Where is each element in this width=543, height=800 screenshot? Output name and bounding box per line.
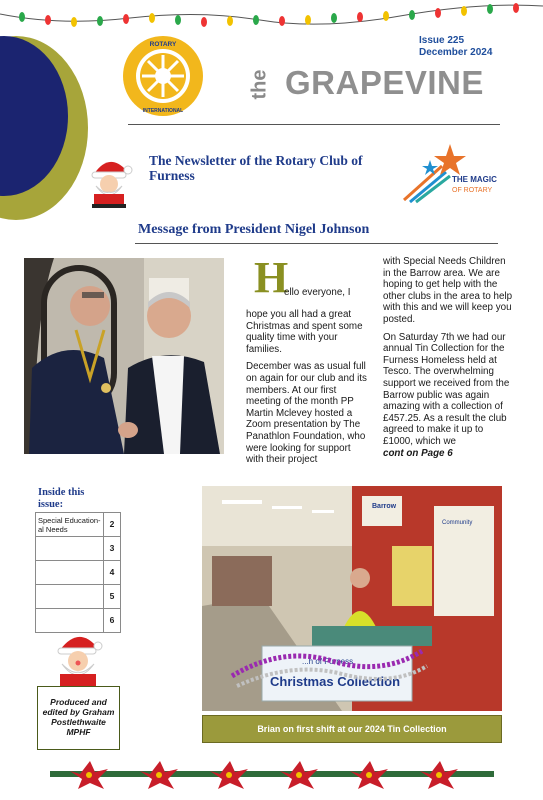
credits-box <box>37 686 120 750</box>
newsletter-tagline: The Newsletter of the Rotary Club of Furness <box>149 153 363 183</box>
article-title-divider <box>135 243 498 244</box>
poinsettia-garland-decoration <box>50 757 494 791</box>
toc-page: 5 <box>104 585 121 609</box>
masthead-divider <box>128 124 500 125</box>
table-row[interactable] <box>36 609 121 633</box>
photo-tin-collection <box>202 486 502 711</box>
dropcap-letter: H <box>254 253 289 302</box>
article-first-line: ello everyone, I <box>284 287 351 298</box>
credits-line: MPHF <box>66 727 91 737</box>
article-column-1 <box>246 309 370 472</box>
issue-number: Issue 225 <box>419 35 465 46</box>
table-row[interactable] <box>36 561 121 585</box>
table-row[interactable] <box>36 537 121 561</box>
decorative-half-circle <box>0 28 88 220</box>
inside-title-line2: issue: <box>38 499 64 510</box>
toc-label: Special Education-al Needs <box>36 513 104 537</box>
credits-line: Postlethwaite <box>51 717 106 727</box>
toc-label <box>36 561 104 585</box>
table-row[interactable] <box>36 585 121 609</box>
magic-of-rotary-logo <box>402 142 514 204</box>
photo-sign-line2: Community <box>442 520 473 526</box>
continued-link[interactable]: cont on Page 6 <box>383 447 453 459</box>
photo-president-handshake <box>24 258 224 454</box>
article-paragraph: with Special Needs Children in the Barrow area. We are hoping to get help with the other clubs in the area to help with this and we will keep you posted. <box>383 256 513 325</box>
toc-page: 6 <box>104 609 121 633</box>
issue-date: December 2024 <box>419 47 493 58</box>
toc-page: 4 <box>104 561 121 585</box>
photo-banner-small: ...h of Furness <box>302 657 354 666</box>
toc-label <box>36 537 104 561</box>
credits-line: Produced and <box>50 697 107 707</box>
photo-banner-big: Christmas Collection <box>270 674 401 689</box>
the-word: the <box>248 69 271 100</box>
inside-issue-title <box>38 487 84 511</box>
toc-page: 2 <box>104 513 121 537</box>
article-paragraph: hope you all had a great Christmas and spent some quality time with your families. <box>246 309 363 355</box>
photo-sign-line1: Barrow <box>372 503 397 510</box>
toc-page: 3 <box>104 537 121 561</box>
article-paragraph: December was as usual full on again for our club and its members. At our first meeting of the month PP Martin Mclevey hosted a Zoom presentation by The Panathlon Foundation, who were looking for support with their project <box>246 361 367 466</box>
inside-issue-table <box>35 512 121 633</box>
table-row[interactable] <box>36 513 121 537</box>
the-word-rotated <box>240 62 280 102</box>
photo-caption: Brian on first shift at our 2024 Tin Collection <box>202 715 502 743</box>
santa-icon <box>84 154 134 208</box>
magic-line1: THE MAGIC <box>452 175 497 184</box>
article-column-2 <box>383 256 515 459</box>
article-paragraph: On Saturday 7th we had our annual Tin Collection for the Furness Homeless held at Tesco. The overwhelming support we received from the Barrow public was again amazing with a collection of £457.25. As a result the club agreed to make it up to £1000, which we <box>383 331 510 447</box>
santa-icon <box>52 630 104 686</box>
inside-title-line1: Inside this <box>38 487 85 498</box>
newsletter-title: GRAPEVINE <box>285 64 484 101</box>
credits-line: edited by Graham <box>42 707 115 717</box>
toc-label <box>36 609 104 633</box>
rotary-logo <box>121 34 205 118</box>
rotary-logo-top-text: ROTARY <box>149 41 177 48</box>
toc-label <box>36 585 104 609</box>
issue-info <box>419 35 492 59</box>
rotary-logo-bottom-text: INTERNATIONAL <box>142 108 184 114</box>
article-title: Message from President Nigel Johnson <box>138 222 370 237</box>
magic-line2: OF ROTARY <box>452 187 493 194</box>
